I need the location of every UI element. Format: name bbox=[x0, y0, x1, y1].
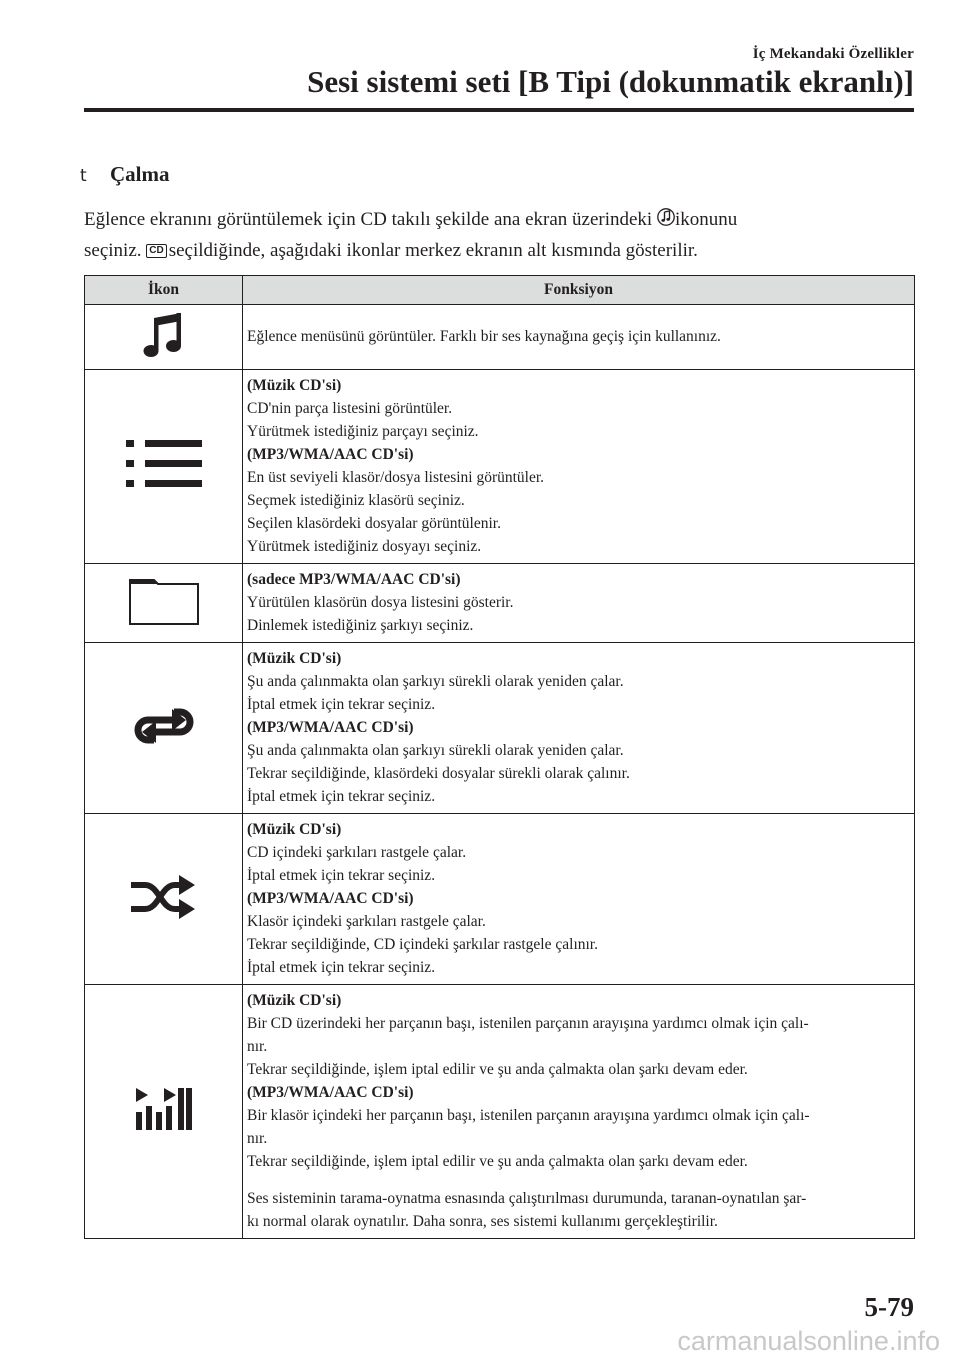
function-line: nır. bbox=[247, 1038, 268, 1055]
function-line: (Müzik CD'si) bbox=[247, 650, 342, 667]
function-line: Ses sisteminin tarama-oynatma esnasında çalıştırılması durumunda, taranan-oynatılan şar- bbox=[247, 1190, 807, 1207]
function-line: (MP3/WMA/AAC CD'si) bbox=[247, 890, 414, 907]
function-cell bbox=[243, 564, 915, 643]
function-line: Yürütmek istediğiniz dosyayı seçiniz. bbox=[247, 538, 482, 555]
function-line: Bir CD üzerindeki her parçanın başı, istenilen parçanın arayışına yardımcı olmak için çalı- bbox=[247, 1015, 809, 1032]
function-line: İptal etmek için tekrar seçiniz. bbox=[247, 788, 436, 805]
icon-cell bbox=[85, 985, 243, 1239]
function-line: Şu anda çalınmakta olan şarkıyı sürekli olarak yeniden çalar. bbox=[247, 742, 624, 759]
function-table bbox=[84, 275, 915, 1239]
function-line: (Müzik CD'si) bbox=[247, 992, 342, 1009]
page-number: 5-79 bbox=[864, 1292, 914, 1322]
function-line: (MP3/WMA/AAC CD'si) bbox=[247, 1084, 414, 1101]
function-line: Seçmek istediğiniz klasörü seçiniz. bbox=[247, 492, 465, 509]
function-line: Dinlemek istediğiniz şarkıyı seçiniz. bbox=[247, 617, 474, 634]
function-cell bbox=[243, 985, 915, 1239]
function-line: Bir klasör içindeki her parçanın başı, istenilen parçanın arayışına yardımcı olmak için çalı- bbox=[247, 1107, 810, 1124]
header-section: İç Mekandaki Özellikler bbox=[752, 46, 914, 62]
function-line: İptal etmek için tekrar seçiniz. bbox=[247, 867, 436, 884]
intro-line-2 bbox=[84, 235, 924, 266]
track-list-icon bbox=[124, 439, 204, 494]
icon-cell bbox=[85, 643, 243, 814]
function-line: (sadece MP3/WMA/AAC CD'si) bbox=[247, 571, 461, 588]
function-line: Klasör içindeki şarkıları rastgele çalar. bbox=[247, 913, 486, 930]
function-line: (MP3/WMA/AAC CD'si) bbox=[247, 719, 414, 736]
intro-text-1: Eğlence ekranını görüntülemek için CD takılı şekilde ana ekran üzerindeki bbox=[84, 209, 653, 230]
function-line: CD'nin parça listesini görüntüler. bbox=[247, 400, 453, 417]
paragraph-gap bbox=[247, 1173, 908, 1187]
function-line: Yürütmek istediğiniz parçayı seçiniz. bbox=[247, 423, 479, 440]
icon-cell bbox=[85, 564, 243, 643]
table-header-row bbox=[85, 276, 915, 305]
cd-inline-icon: CD bbox=[146, 244, 166, 258]
function-line: Tekrar seçildiğinde, CD içindeki şarkılar rastgele çalınır. bbox=[247, 936, 598, 953]
repeat-icon bbox=[134, 703, 194, 754]
function-line: kı normal olarak oynatılır. Daha sonra, ses sistemi kullanımı gerçekleştirilir. bbox=[247, 1213, 718, 1230]
function-line: Eğlence menüsünü görüntüler. Farklı bir ses kaynağına geçiş için kullanınız. bbox=[247, 328, 721, 345]
folder-icon bbox=[128, 576, 200, 631]
section-title: Çalma bbox=[110, 162, 170, 186]
column-header-function: Fonksiyon bbox=[243, 276, 915, 305]
function-line: Şu anda çalınmakta olan şarkıyı sürekli olarak yeniden çalar. bbox=[247, 673, 624, 690]
function-line: (MP3/WMA/AAC CD'si) bbox=[247, 446, 414, 463]
function-line: Tekrar seçildiğinde, işlem iptal edilir ve şu anda çalmakta olan şarkı devam eder. bbox=[247, 1061, 748, 1078]
icon-cell bbox=[85, 814, 243, 985]
page-title: Sesi sistemi seti [B Tipi (dokunmatik ekranlı)] bbox=[307, 64, 914, 99]
function-line: Tekrar seçildiğinde, klasördeki dosyalar sürekli olarak çalınır. bbox=[247, 765, 630, 782]
intro-line-1 bbox=[84, 204, 924, 235]
function-line: Yürütülen klasörün dosya listesini gösterir. bbox=[247, 594, 514, 611]
function-cell bbox=[243, 305, 915, 370]
table-row-repeat bbox=[85, 643, 915, 814]
shuffle-icon bbox=[129, 874, 199, 925]
function-line: Tekrar seçildiğinde, işlem iptal edilir ve şu anda çalmakta olan şarkı devam eder. bbox=[247, 1153, 748, 1170]
music-note-inline-icon bbox=[657, 206, 675, 226]
function-line: En üst seviyeli klasör/dosya listesini görüntüler. bbox=[247, 469, 545, 486]
intro-text-2: ikonunu bbox=[674, 209, 738, 230]
function-line: İptal etmek için tekrar seçiniz. bbox=[247, 696, 436, 713]
intro-text-4: seçildiğinde, aşağıdaki ikonlar merkez ekranın alt kısmında gösterilir. bbox=[168, 240, 698, 261]
function-line: nır. bbox=[247, 1130, 268, 1147]
function-cell bbox=[243, 643, 915, 814]
intro-paragraph bbox=[84, 204, 924, 266]
function-line: Seçilen klasördeki dosyalar görüntülenir. bbox=[247, 515, 501, 532]
icon-cell bbox=[85, 370, 243, 564]
table-row-folder bbox=[85, 564, 915, 643]
function-cell bbox=[243, 370, 915, 564]
scan-icon bbox=[134, 1086, 194, 1137]
function-cell bbox=[243, 814, 915, 985]
table-row-shuffle bbox=[85, 814, 915, 985]
table-row-scan bbox=[85, 985, 915, 1239]
function-line: CD içindeki şarkıları rastgele çalar. bbox=[247, 844, 467, 861]
icon-cell bbox=[85, 305, 243, 370]
function-line: İptal etmek için tekrar seçiniz. bbox=[247, 959, 436, 976]
function-line: (Müzik CD'si) bbox=[247, 377, 342, 394]
table-row-track-list bbox=[85, 370, 915, 564]
section-marker: t bbox=[80, 166, 87, 186]
intro-text-3: seçiniz. bbox=[84, 240, 142, 261]
watermark: carmanualsonline.info bbox=[677, 1326, 940, 1356]
function-line: (Müzik CD'si) bbox=[247, 821, 342, 838]
header-rule bbox=[84, 108, 914, 112]
table-row-entertainment bbox=[85, 305, 915, 370]
column-header-icon: İkon bbox=[85, 276, 243, 305]
music-note-icon bbox=[141, 310, 187, 365]
